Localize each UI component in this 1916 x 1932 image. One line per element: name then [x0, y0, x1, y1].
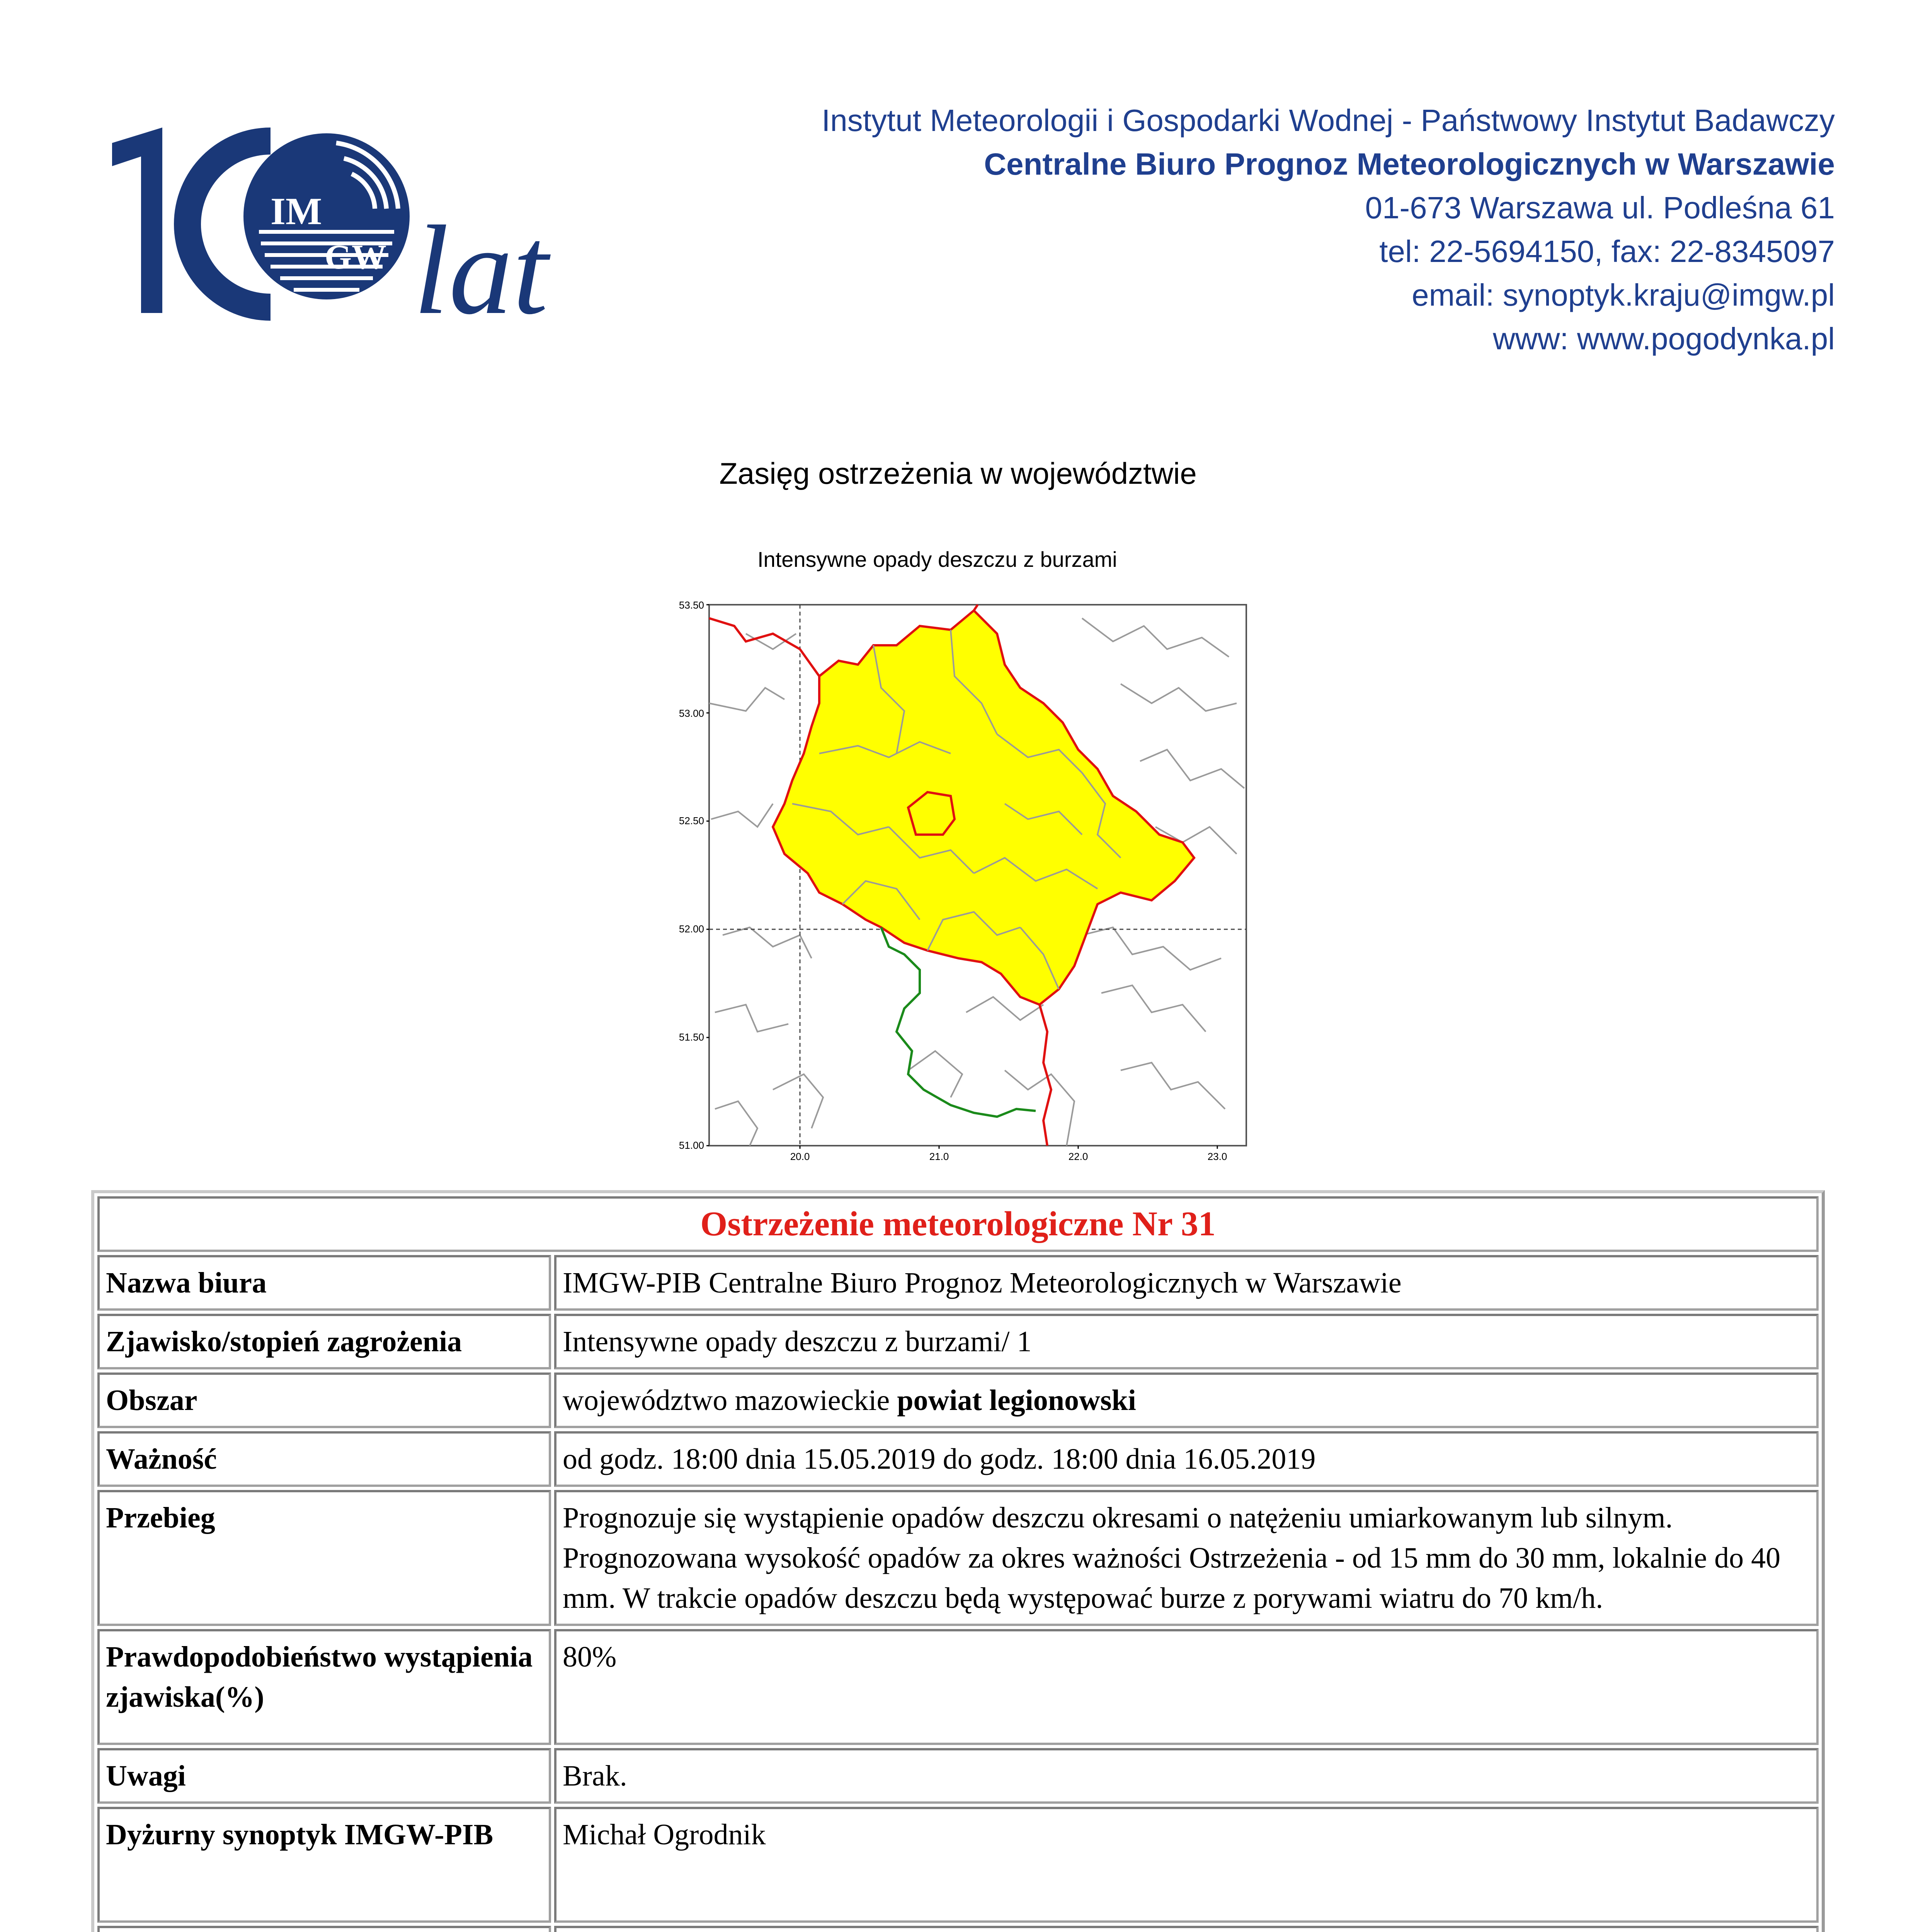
y-tick: 53.00: [679, 707, 704, 719]
row-value-area: [554, 1372, 1819, 1428]
institute-header: [598, 99, 1835, 361]
logo-text-im: IM: [271, 190, 322, 233]
phone-fax: tel: 22-5694150, fax: 22-8345097: [1379, 234, 1835, 269]
row-label-validity: Ważność: [97, 1431, 551, 1487]
row-value-course: Prognozuje się wystąpienie opadów deszczu okresami o natężeniu umiarkowanym lub silnym. Prognozowana wysokość opadów za okres ważności Ostrzeżenia - od 15 mm do 30 mm, lokalnie do 40 mm. W trakcie opadów deszczu będą występować burze z porywami wiatru do 70 km/h.: [554, 1490, 1819, 1626]
warning-table: [91, 1190, 1825, 1932]
address: 01-673 Warszawa ul. Podleśna 61: [1365, 190, 1835, 225]
y-tick: 52.00: [679, 923, 704, 935]
institute-name: Instytut Meteorologii i Gospodarki Wodnej - Państwowy Instytut Badawczy: [822, 103, 1835, 138]
x-axis-ticks: [790, 1151, 1227, 1162]
table-row: [97, 1926, 1819, 1932]
table-row: [97, 1372, 1819, 1428]
y-tick: 51.50: [679, 1031, 704, 1043]
warning-map: [657, 587, 1260, 1182]
row-value-forecaster: Michał Ogrodnik: [554, 1807, 1819, 1923]
row-label-issued: [97, 1926, 551, 1932]
table-row: [97, 1255, 1819, 1311]
row-label-office: Nazwa biura: [97, 1255, 551, 1311]
row-value-issued: [554, 1926, 1819, 1932]
warning-title: Ostrzeżenie meteorologiczne Nr 31: [97, 1196, 1819, 1252]
x-tick: 22.0: [1068, 1151, 1088, 1162]
imgw-100-years-logo: [104, 120, 587, 328]
y-tick: 52.50: [679, 815, 704, 827]
x-tick: 21.0: [929, 1151, 949, 1162]
table-row: [97, 1314, 1819, 1369]
x-tick: 20.0: [790, 1151, 810, 1162]
area-county: powiat legionowski: [897, 1384, 1136, 1417]
table-title-row: [97, 1196, 1819, 1252]
row-label-remarks: Uwagi: [97, 1748, 551, 1804]
y-tick: 53.50: [679, 599, 704, 611]
row-value-office: IMGW-PIB Centralne Biuro Prognoz Meteorologicznych w Warszawie: [554, 1255, 1819, 1311]
row-label-forecaster: Dyżurny synoptyk IMGW-PIB: [97, 1807, 551, 1923]
y-tick: 51.00: [679, 1139, 704, 1151]
row-label-phenomenon: Zjawisko/stopień zagrożenia: [97, 1314, 551, 1369]
email[interactable]: email: synoptyk.kraju@imgw.pl: [1412, 278, 1835, 312]
map-heading: Zasięg ostrzeżenia w województwie: [719, 456, 1197, 490]
row-value-phenomenon: Intensywne opady deszczu z burzami/ 1: [554, 1314, 1819, 1369]
row-value-probability: 80%: [554, 1629, 1819, 1745]
row-value-remarks: Brak.: [554, 1748, 1819, 1804]
area-voivodeship: województwo mazowieckie: [563, 1384, 890, 1417]
logo-script-lat: lat: [413, 200, 548, 328]
row-label-area: Obszar: [97, 1372, 551, 1428]
map-subtitle: Intensywne opady deszczu z burzami: [757, 547, 1117, 571]
table-row: [97, 1490, 1819, 1626]
row-value-validity: od godz. 18:00 dnia 15.05.2019 do godz. 18:00 dnia 16.05.2019: [554, 1431, 1819, 1487]
logo-text-gw: GW: [325, 238, 387, 276]
row-label-probability: Prawdopodobieństwo wystąpienia zjawiska(%): [97, 1629, 551, 1745]
table-row: [97, 1629, 1819, 1745]
row-label-course: Przebieg: [97, 1490, 551, 1626]
y-axis-ticks: [679, 599, 704, 1151]
table-row: [97, 1748, 1819, 1804]
globe-icon: [243, 133, 410, 299]
x-tick: 23.0: [1207, 1151, 1227, 1162]
table-row: [97, 1807, 1819, 1923]
table-row: [97, 1431, 1819, 1487]
office-name: Centralne Biuro Prognoz Meteorologicznych w Warszawie: [984, 147, 1835, 181]
website[interactable]: www: www.pogodynka.pl: [1493, 321, 1835, 356]
